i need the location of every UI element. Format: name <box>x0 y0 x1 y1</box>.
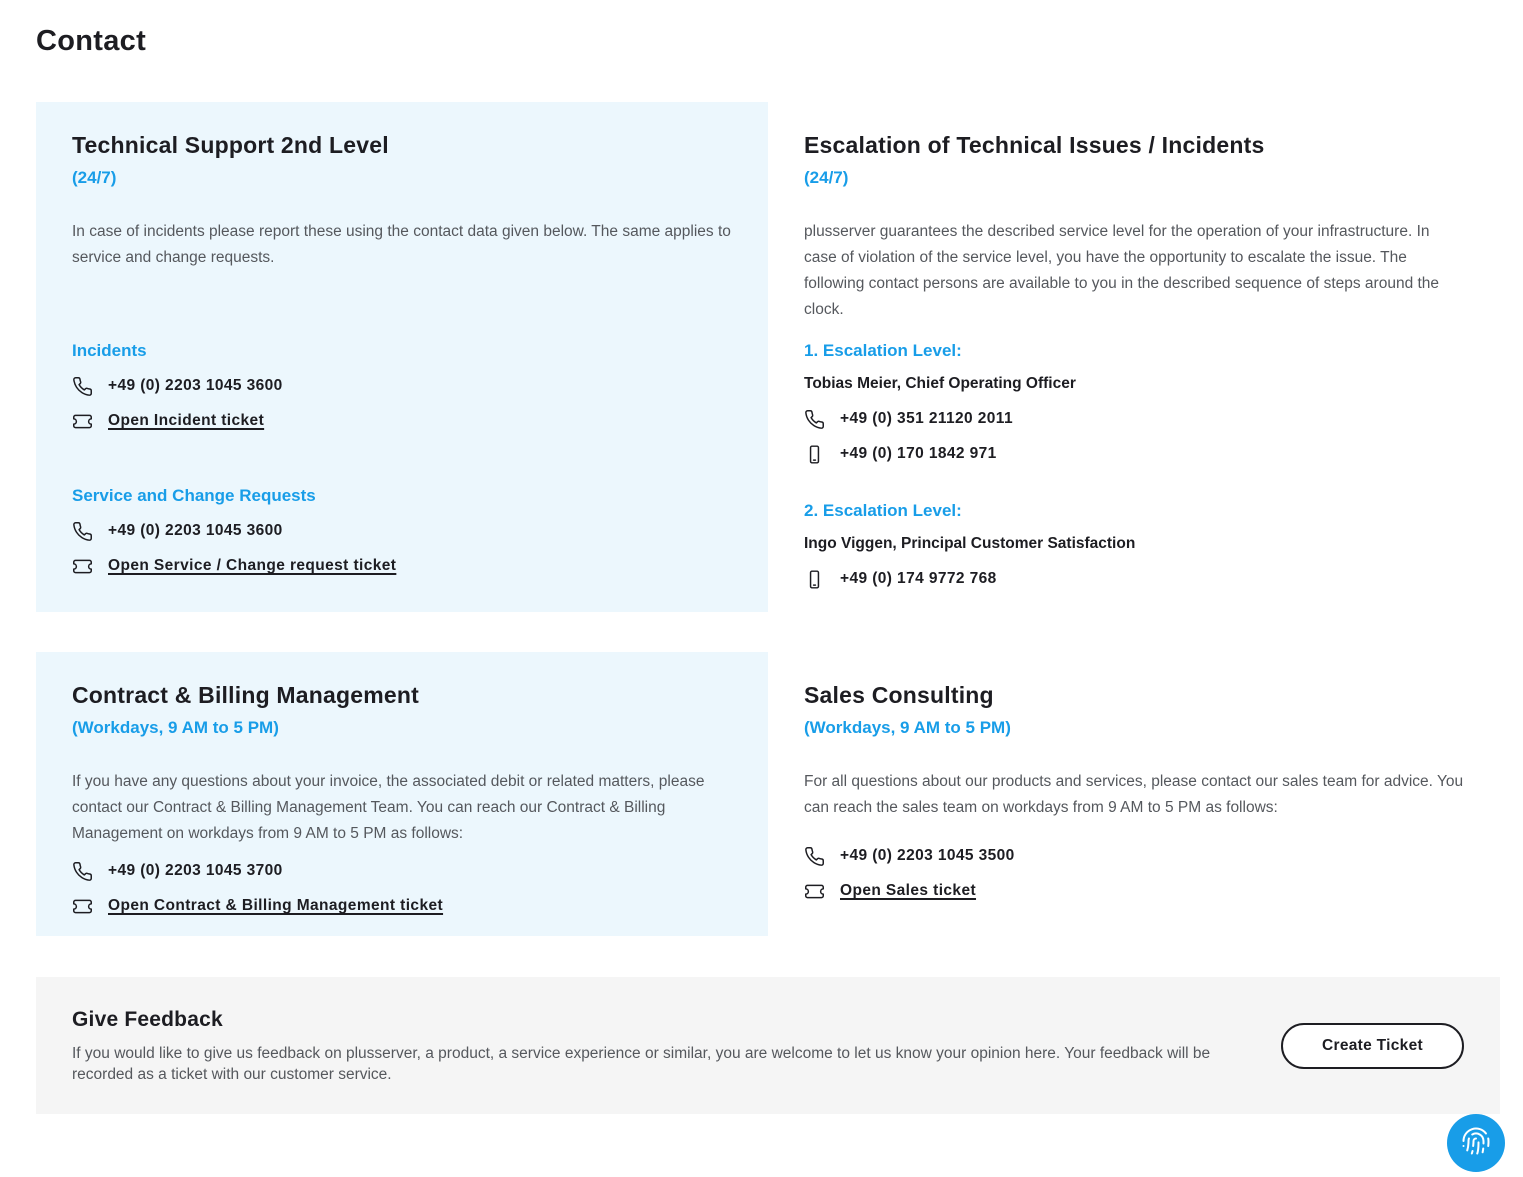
billing-description: If you have any questions about your invoice, the associated debit or related matters, please contact our Contract & Billing Management Team. You can reach our Contract & Billing Management on workdays from 9 AM to 5 PM as follows: <box>72 773 705 842</box>
sales-description: For all questions about our products and services, please contact our sales team for advice. You can reach the sales team on workdays from 9 AM to 5 PM as follows: <box>804 773 1464 816</box>
incidents-ticket-row <box>72 410 732 432</box>
escalation-level-1-person: Tobias Meier, Chief Operating Officer <box>804 375 1076 392</box>
incidents-group <box>72 323 732 432</box>
billing-phone-row <box>72 860 732 882</box>
create-ticket-button[interactable]: Create Ticket <box>1281 1023 1464 1069</box>
fingerprint-button[interactable] <box>1447 1114 1505 1172</box>
tech-support-title: Technical Support 2nd Level <box>72 132 389 158</box>
escalation-level-1 <box>804 323 1464 465</box>
service-change-group <box>72 468 732 577</box>
tech-support-card <box>36 102 768 612</box>
service-change-ticket-row <box>72 555 732 577</box>
escalation-availability: (24/7) <box>804 168 849 187</box>
ticket-icon <box>72 896 93 917</box>
billing-contact-block <box>72 847 732 917</box>
sales-ticket-row <box>804 880 1464 902</box>
escalation-level-1-mobile-number: +49 (0) 170 1842 971 <box>840 445 997 462</box>
escalation-level-2 <box>804 483 1464 590</box>
feedback-title: Give Feedback <box>72 1007 223 1031</box>
escalation-level-2-mobile-number: +49 (0) 174 9772 768 <box>840 570 997 587</box>
escalation-section <box>804 102 1500 612</box>
ticket-icon <box>72 411 93 432</box>
feedback-description: If you would like to give us feedback on plusserver, a product, a service experience or similar, you are welcome to let us know your opinion here. Your feedback will be recorded as a ticket with our customer service. <box>72 1044 1211 1083</box>
feedback-bar <box>36 977 1500 1114</box>
sales-contact-block <box>804 832 1464 902</box>
tech-support-description: In case of incidents please report these using the contact data given below. The same applies to service and change requests. <box>72 223 731 266</box>
escalation-level-2-mobile-row <box>804 568 1464 590</box>
phone-icon <box>72 521 93 542</box>
tech-support-availability: (24/7) <box>72 168 117 187</box>
open-billing-ticket-link[interactable]: Open Contract & Billing Management ticket <box>108 897 444 914</box>
incidents-phone-number: +49 (0) 2203 1045 3600 <box>108 377 283 394</box>
open-service-change-ticket-link[interactable]: Open Service / Change request ticket <box>108 557 397 574</box>
sales-phone-row <box>804 845 1464 867</box>
escalation-level-1-mobile-row <box>804 443 1464 465</box>
phone-icon <box>804 846 825 867</box>
phone-icon <box>72 861 93 882</box>
escalation-level-2-heading: 2. Escalation Level: <box>804 501 962 520</box>
page-title: Contact <box>36 25 147 57</box>
contact-grid <box>36 102 1487 936</box>
service-change-phone-row <box>72 520 732 542</box>
mobile-phone-icon <box>804 444 825 465</box>
sales-availability: (Workdays, 9 AM to 5 PM) <box>804 718 1011 737</box>
sales-phone-number: +49 (0) 2203 1045 3500 <box>840 847 1015 864</box>
escalation-title: Escalation of Technical Issues / Incidents <box>804 132 1265 158</box>
billing-availability: (Workdays, 9 AM to 5 PM) <box>72 718 279 737</box>
billing-card <box>36 652 768 936</box>
billing-title: Contract & Billing Management <box>72 682 419 708</box>
fingerprint-icon <box>1461 1126 1491 1161</box>
contact-page <box>0 24 1523 1177</box>
feedback-text-block <box>72 1007 1262 1085</box>
billing-phone-number: +49 (0) 2203 1045 3700 <box>108 862 283 879</box>
open-incident-ticket-link[interactable]: Open Incident ticket <box>108 412 265 429</box>
sales-title: Sales Consulting <box>804 682 994 708</box>
phone-icon <box>804 409 825 430</box>
escalation-level-1-phone-row <box>804 408 1464 430</box>
incidents-heading: Incidents <box>72 341 147 360</box>
service-change-phone-number: +49 (0) 2203 1045 3600 <box>108 522 283 539</box>
escalation-level-2-person: Ingo Viggen, Principal Customer Satisfaction <box>804 535 1136 552</box>
open-sales-ticket-link[interactable]: Open Sales ticket <box>840 882 977 899</box>
ticket-icon <box>804 881 825 902</box>
service-change-heading: Service and Change Requests <box>72 486 316 505</box>
billing-ticket-row <box>72 895 732 917</box>
phone-icon <box>72 376 93 397</box>
sales-section <box>804 652 1500 936</box>
incidents-phone-row <box>72 375 732 397</box>
ticket-icon <box>72 556 93 577</box>
escalation-level-1-phone-number: +49 (0) 351 21120 2011 <box>840 410 1013 427</box>
mobile-phone-icon <box>804 569 825 590</box>
escalation-description: plusserver guarantees the described service level for the operation of your infrastructure. In case of violation of the service level, you have the opportunity to escalate the issue. The following contact persons are available to you in the described sequence of steps around the clock. <box>804 223 1440 318</box>
escalation-level-1-heading: 1. Escalation Level: <box>804 341 962 360</box>
